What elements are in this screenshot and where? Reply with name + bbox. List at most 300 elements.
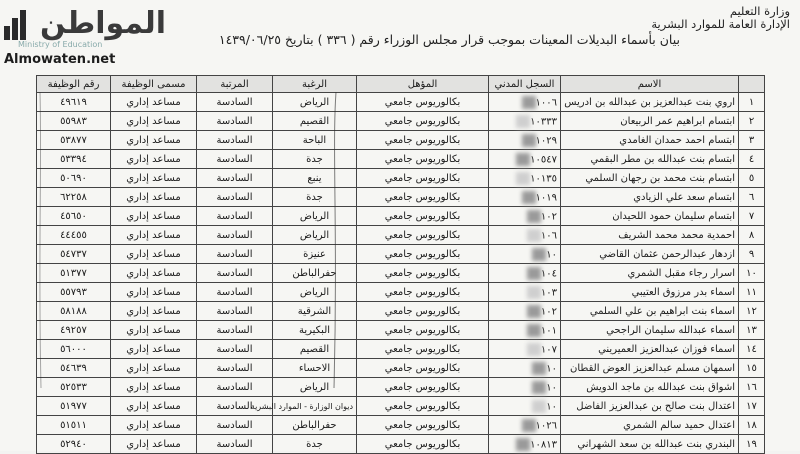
table-row (37, 302, 765, 321)
appointments-table (36, 75, 765, 454)
cell-rank (197, 378, 273, 397)
table-row (37, 112, 765, 131)
cell-preference (273, 226, 357, 245)
cell-text: بكالوريوس جامعي (384, 134, 461, 146)
cell-text: ٢ (748, 115, 755, 127)
department-title: الإدارة العامة للموارد البشرية (651, 17, 790, 31)
cell-num (739, 150, 765, 169)
cell-text: بكالوريوس جامعي (384, 229, 461, 241)
cell-text: حفرالباطن (292, 419, 337, 431)
cell-text: مساعد إداري (126, 343, 181, 355)
table-row (37, 397, 765, 416)
cell-civil-id (489, 93, 561, 112)
cell-civil-id (489, 245, 561, 264)
cell-text: اسرار رجاء مقبل الشمري (627, 267, 735, 279)
cell-num (739, 416, 765, 435)
cell-text: حفرالباطن (292, 267, 337, 279)
cell-text: السادسة (216, 286, 253, 298)
cell-num (739, 188, 765, 207)
cell-text: السادسة (216, 400, 253, 412)
cell-civil-id (489, 207, 561, 226)
table-row (37, 283, 765, 302)
cell-text: ٧ (748, 210, 755, 222)
cell-text: السادسة (216, 324, 253, 336)
cell-text: بكالوريوس جامعي (384, 381, 461, 393)
cell-job-title (111, 188, 197, 207)
cell-text: ٥٢٥٣٣ (60, 381, 87, 393)
cell-qualification (357, 169, 489, 188)
cell-qualification (357, 264, 489, 283)
cell-text: ابتسام سعد علي الزيادي (633, 191, 735, 203)
cell-qualification (357, 302, 489, 321)
redaction-blur (532, 362, 546, 375)
cell-civil-id (489, 378, 561, 397)
cell-rank (197, 264, 273, 283)
cell-job-number (37, 169, 111, 188)
cell-job-title (111, 112, 197, 131)
cell-text: السادسة (216, 115, 253, 127)
cell-text: ٥٥٧٩٣ (60, 286, 87, 298)
cell-civil-id (489, 169, 561, 188)
cell-job-title (111, 321, 197, 340)
cell-text: مساعد إداري (126, 286, 181, 298)
cell-text: ١٠ (546, 363, 557, 374)
table-row (37, 188, 765, 207)
cell-name (561, 169, 739, 188)
cell-preference (273, 416, 357, 435)
cell-text: ٥ (748, 172, 755, 184)
cell-text: السادسة (216, 362, 253, 374)
cell-job-title (111, 226, 197, 245)
cell-job-title (111, 359, 197, 378)
cell-civil-id (489, 416, 561, 435)
cell-text: السادسة (216, 134, 253, 146)
cell-text: ١٠٦ (540, 230, 557, 241)
cell-civil-id (489, 150, 561, 169)
cell-qualification (357, 435, 489, 454)
cell-rank (197, 416, 273, 435)
table-row (37, 321, 765, 340)
cell-text: السادسة (216, 438, 253, 450)
table-row (37, 340, 765, 359)
cell-text: السادسة (216, 172, 253, 184)
redaction-blur (522, 134, 536, 147)
cell-text: اسماء بدر مرزوق العتيبي (631, 286, 735, 298)
cell-text: اسماء فوزان عبدالعزيز العميريني (598, 343, 735, 355)
redaction-blur (527, 210, 541, 223)
cell-text: السادسة (216, 229, 253, 241)
cell-civil-id (489, 264, 561, 283)
cell-num (739, 378, 765, 397)
cell-text: اعتدال حميد سالم الشمري (623, 419, 735, 431)
cell-job-number (37, 150, 111, 169)
cell-civil-id (489, 435, 561, 454)
cell-civil-id (489, 112, 561, 131)
cell-job-title (111, 131, 197, 150)
table-row (37, 378, 765, 397)
cell-text: ١٠١ (540, 325, 557, 336)
cell-job-number (37, 188, 111, 207)
cell-text: السادسة (216, 210, 253, 222)
cell-job-number (37, 416, 111, 435)
cell-text: ابتسام ابراهيم عمر الربيعان (620, 115, 735, 127)
cell-civil-id (489, 131, 561, 150)
cell-text: ابتسام بنت محمد بن رجهان السلمي (585, 172, 735, 184)
cell-job-title (111, 150, 197, 169)
cell-text: السادسة (216, 343, 253, 355)
cell-text: مساعد إداري (126, 381, 181, 393)
cell-name (561, 340, 739, 359)
redaction-blur (527, 229, 541, 242)
cell-civil-id (489, 340, 561, 359)
cell-text: ١٠٣٣٣ (530, 116, 557, 127)
cell-job-title (111, 340, 197, 359)
cell-rank (197, 359, 273, 378)
cell-name (561, 435, 739, 454)
cell-text: ٥٢٩٤٠ (60, 438, 87, 450)
cell-civil-id (489, 397, 561, 416)
cell-text: ١٠٧ (540, 344, 557, 355)
cell-text: مساعد إداري (126, 248, 181, 260)
table-row (37, 131, 765, 150)
cell-text: عنيزة (303, 248, 326, 260)
cell-text: بكالوريوس جامعي (384, 248, 461, 260)
cell-preference (273, 207, 357, 226)
cell-preference (273, 131, 357, 150)
cell-preference (273, 340, 357, 359)
logo-url: Almowaten.net (4, 52, 116, 67)
cell-job-title (111, 169, 197, 188)
cell-civil-id (489, 283, 561, 302)
table-header-row (37, 76, 765, 93)
cell-num (739, 340, 765, 359)
cell-text: الرياض (299, 286, 330, 298)
logo-subtitle: Ministry of Education (18, 40, 103, 49)
cell-name (561, 302, 739, 321)
cell-text: ١٠٨١٣ (530, 439, 557, 450)
col-header-job-title: مسمى الوظيفة (111, 76, 197, 93)
cell-text: ١٠٢٩ (535, 135, 557, 146)
cell-text: ديوان الوزارة - الموارد البشرية (250, 401, 353, 411)
cell-job-number (37, 226, 111, 245)
table-row (37, 150, 765, 169)
cell-text: اروي بنت عبدالعزيز بن عبدالله بن ادريس (564, 96, 735, 108)
cell-qualification (357, 397, 489, 416)
cell-civil-id (489, 302, 561, 321)
cell-text: ٤ (748, 153, 755, 165)
cell-rank (197, 435, 273, 454)
redaction-blur (522, 419, 536, 432)
cell-num (739, 435, 765, 454)
cell-text: بكالوريوس جامعي (384, 362, 461, 374)
cell-qualification (357, 188, 489, 207)
cell-name (561, 245, 739, 264)
cell-text: الرياض (299, 96, 330, 108)
cell-text: مساعد إداري (126, 115, 181, 127)
cell-text: ٥٥٩٨٣ (60, 115, 87, 127)
cell-text: ٥١٩٧٧ (60, 400, 87, 412)
cell-text: القصيم (299, 115, 330, 127)
cell-text: ١٢ (746, 305, 757, 317)
cell-text: مساعد إداري (126, 96, 181, 108)
cell-rank (197, 112, 273, 131)
cell-rank (197, 321, 273, 340)
cell-text: ١٠ (546, 249, 557, 260)
cell-text: بكالوريوس جامعي (384, 267, 461, 279)
cell-text: الرياض (299, 229, 330, 241)
document-subject: بيان بأسماء البديلات المعينات بموجب قرار مجلس الوزراء رقم ( ٣٣٦ ) بتاريخ ١٤٣٩/٠٦/٢٥ (218, 32, 680, 47)
redaction-blur (516, 153, 530, 166)
cell-preference (273, 321, 357, 340)
cell-preference (273, 435, 357, 454)
cell-qualification (357, 93, 489, 112)
cell-text: ١٠٠٦ (535, 97, 557, 108)
cell-text: بكالوريوس جامعي (384, 305, 461, 317)
cell-job-number (37, 207, 111, 226)
cell-name (561, 131, 739, 150)
cell-text: مساعد إداري (126, 229, 181, 241)
cell-text: ١٠٢٦ (535, 420, 557, 431)
ministry-title: وزارة التعليم (729, 4, 790, 18)
cell-text: اسماء عبدالله سليمان الراجحي (606, 324, 735, 336)
table-row (37, 93, 765, 112)
cell-job-title (111, 397, 197, 416)
cell-text: ١٣ (746, 324, 757, 336)
cell-text: ٦ (748, 191, 755, 203)
cell-text: مساعد إداري (126, 267, 181, 279)
cell-qualification (357, 207, 489, 226)
table-row (37, 416, 765, 435)
cell-num (739, 131, 765, 150)
cell-job-number (37, 302, 111, 321)
cell-text: الشرقية (297, 305, 332, 317)
col-header-job-number: رقم الوظيفة (37, 76, 111, 93)
cell-num (739, 112, 765, 131)
cell-text: ٣ (748, 134, 755, 146)
cell-preference (273, 188, 357, 207)
cell-rank (197, 245, 273, 264)
cell-rank (197, 302, 273, 321)
redaction-blur (522, 191, 536, 204)
cell-name (561, 283, 739, 302)
cell-job-title (111, 435, 197, 454)
cell-civil-id (489, 359, 561, 378)
cell-preference (273, 112, 357, 131)
cell-qualification (357, 226, 489, 245)
cell-text: الاحساء (298, 362, 331, 374)
cell-rank (197, 150, 273, 169)
cell-job-number (37, 359, 111, 378)
cell-civil-id (489, 226, 561, 245)
cell-text: ١ (748, 96, 755, 108)
cell-rank (197, 340, 273, 359)
cell-text: ١٠٥٤٧ (530, 154, 557, 165)
table-row (37, 169, 765, 188)
redaction-blur (516, 172, 530, 185)
cell-num (739, 245, 765, 264)
cell-preference (273, 150, 357, 169)
cell-text: بكالوريوس جامعي (384, 343, 461, 355)
cell-text: ٥١٣٧٧ (60, 267, 87, 279)
cell-num (739, 283, 765, 302)
watermark-logo (2, 2, 167, 67)
cell-name (561, 378, 739, 397)
cell-text: ٦٢٢٥٨ (60, 191, 87, 203)
redaction-blur (527, 305, 541, 318)
cell-num (739, 264, 765, 283)
cell-text: مساعد إداري (126, 191, 181, 203)
cell-text: مساعد إداري (126, 172, 181, 184)
cell-num (739, 397, 765, 416)
cell-rank (197, 226, 273, 245)
cell-text: بكالوريوس جامعي (384, 210, 461, 222)
cell-name (561, 226, 739, 245)
cell-qualification (357, 283, 489, 302)
cell-text: اعتدال بنت صالح بن عبدالعزيز الفاضل (576, 400, 735, 412)
cell-text: السادسة (216, 96, 253, 108)
redaction-blur (527, 324, 541, 337)
table-row (37, 435, 765, 454)
cell-civil-id (489, 188, 561, 207)
cell-text: مساعد إداري (126, 324, 181, 336)
cell-name (561, 416, 739, 435)
cell-text: ١٠ (546, 401, 557, 412)
cell-name (561, 150, 739, 169)
col-header-num (739, 76, 765, 93)
cell-text: ٥٦٠٠٠ (60, 343, 87, 355)
cell-text: ١٠٣ (540, 287, 557, 298)
table-row (37, 207, 765, 226)
cell-text: ٤٩٢٥٧ (60, 324, 87, 336)
col-header-name: الاسم (561, 76, 739, 93)
cell-text: السادسة (216, 153, 253, 165)
cell-text: ١٠٢ (540, 211, 557, 222)
cell-text: السادسة (216, 381, 253, 393)
cell-text: السادسة (216, 267, 253, 279)
cell-text: مساعد إداري (126, 419, 181, 431)
cell-text: جدة (306, 153, 323, 165)
cell-rank (197, 169, 273, 188)
cell-name (561, 321, 739, 340)
cell-preference (273, 245, 357, 264)
cell-text: مساعد إداري (126, 438, 181, 450)
cell-text: ١٠ (546, 382, 557, 393)
cell-text: بكالوريوس جامعي (384, 419, 461, 431)
cell-text: بكالوريوس جامعي (384, 400, 461, 412)
cell-text: مساعد إداري (126, 153, 181, 165)
col-header-preference: الرغبة (273, 76, 357, 93)
cell-text: احمدية محمد محمد الشريف (618, 229, 735, 241)
cell-text: ابتسام بنت عبدالله بن مطر البقمي (590, 153, 735, 165)
cell-text: الرياض (299, 381, 330, 393)
cell-qualification (357, 150, 489, 169)
redaction-blur (516, 115, 530, 128)
cell-job-number (37, 112, 111, 131)
cell-text: بكالوريوس جامعي (384, 438, 461, 450)
cell-text: جدة (306, 191, 323, 203)
cell-text: ٥٣٣٩٤ (60, 153, 87, 165)
cell-job-title (111, 283, 197, 302)
cell-text: مساعد إداري (126, 362, 181, 374)
cell-text: البندري بنت عبدالله بن سعد الشهراني (577, 438, 735, 450)
cell-text: ١٥ (746, 362, 757, 374)
cell-text: الرياض (299, 210, 330, 222)
cell-text: ١٠٢ (540, 306, 557, 317)
cell-text: اشواق بنت عبدالله بن ماجد الدويش (586, 381, 735, 393)
cell-text: بكالوريوس جامعي (384, 286, 461, 298)
cell-job-number (37, 435, 111, 454)
cell-num (739, 93, 765, 112)
cell-job-number (37, 378, 111, 397)
cell-text: بكالوريوس جامعي (384, 324, 461, 336)
cell-text: ٥٠٦٩٠ (60, 172, 87, 184)
redaction-blur (516, 438, 530, 451)
cell-job-title (111, 93, 197, 112)
cell-text: مساعد إداري (126, 134, 181, 146)
table-row (37, 359, 765, 378)
cell-text: بكالوريوس جامعي (384, 96, 461, 108)
cell-preference (273, 93, 357, 112)
cell-rank (197, 283, 273, 302)
cell-text: ازدهار عبدالرحمن عثمان القاضي (599, 248, 735, 260)
cell-qualification (357, 131, 489, 150)
cell-text: مساعد إداري (126, 400, 181, 412)
col-header-qualification: المؤهل (357, 76, 489, 93)
cell-num (739, 359, 765, 378)
cell-text: ١٠ (746, 267, 757, 279)
redaction-blur (532, 400, 546, 413)
cell-text: ١٧ (746, 400, 757, 412)
cell-job-number (37, 131, 111, 150)
col-header-civil-id: السجل المدني (489, 76, 561, 93)
cell-text: ١٤ (746, 343, 757, 355)
cell-text: مساعد إداري (126, 305, 181, 317)
redaction-blur (527, 286, 541, 299)
cell-qualification (357, 112, 489, 131)
cell-num (739, 226, 765, 245)
cell-text: ١١ (746, 286, 757, 298)
cell-text: ١٠٤ (540, 268, 557, 279)
cell-preference (273, 359, 357, 378)
cell-job-number (37, 264, 111, 283)
cell-qualification (357, 340, 489, 359)
cell-num (739, 302, 765, 321)
cell-num (739, 321, 765, 340)
cell-name (561, 188, 739, 207)
cell-text: بكالوريوس جامعي (384, 172, 461, 184)
cell-text: اسماء بنت ابراهيم بن علي السلمي (589, 305, 735, 317)
cell-job-title (111, 378, 197, 397)
cell-text: بكالوريوس جامعي (384, 153, 461, 165)
logo-mark-icon (4, 10, 34, 40)
cell-text: بكالوريوس جامعي (384, 191, 461, 203)
cell-text: بكالوريوس جامعي (384, 115, 461, 127)
cell-text: الباحة (302, 134, 327, 146)
cell-text: ٥١٥١١ (60, 419, 87, 431)
cell-qualification (357, 321, 489, 340)
cell-job-number (37, 321, 111, 340)
cell-text: السادسة (216, 248, 253, 260)
cell-text: القصيم (299, 343, 330, 355)
cell-preference (273, 264, 357, 283)
table-row (37, 245, 765, 264)
redaction-blur (532, 248, 546, 261)
cell-text: ١٦ (746, 381, 757, 393)
cell-name (561, 93, 739, 112)
cell-qualification (357, 416, 489, 435)
cell-name (561, 397, 739, 416)
cell-text: ٥٤٧٣٧ (60, 248, 87, 260)
